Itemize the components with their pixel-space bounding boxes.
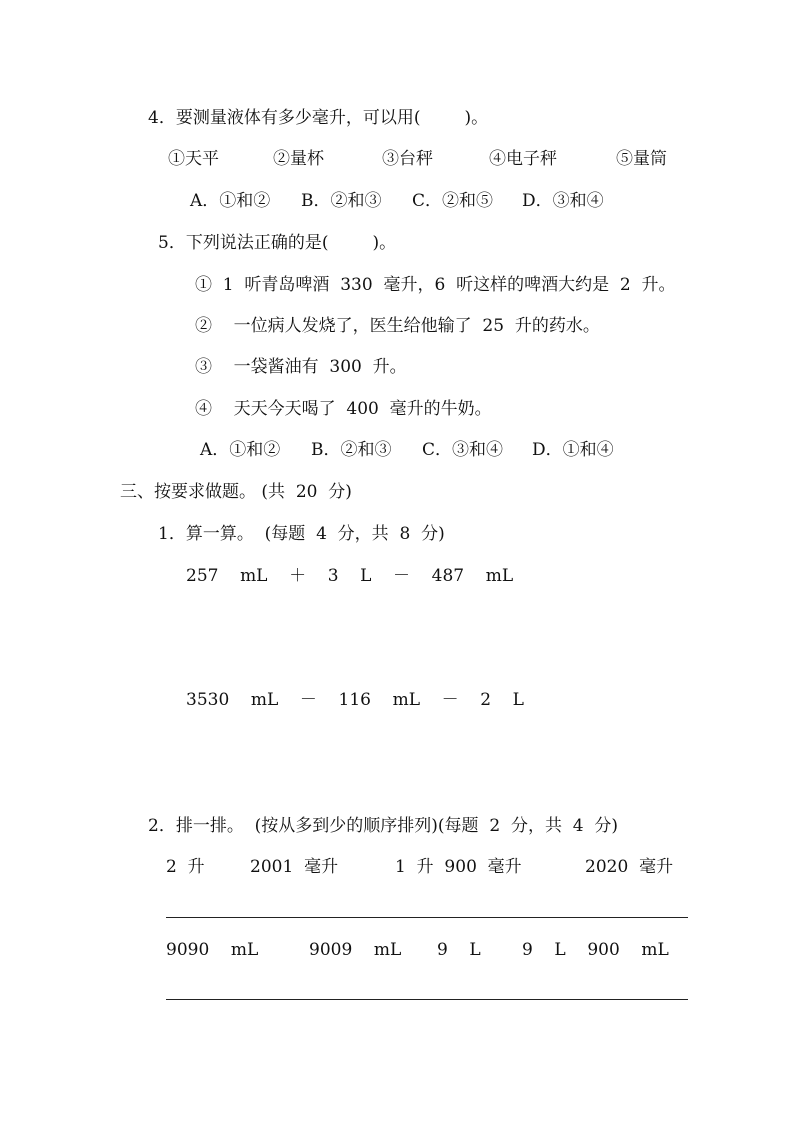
expression-2: 3530 mL － 116 mL － 2 L (186, 690, 524, 710)
statement-4: ④ 天天今天喝了 400 毫升的牛奶。 (195, 399, 492, 419)
statement-2: ② 一位病人发烧了，医生给他输了 25 升的药水。 (195, 316, 600, 336)
sort-item: 9 L (437, 940, 481, 960)
choice-c[interactable]: C．②和⑤ (412, 191, 494, 211)
question-4-choices (0, 190, 794, 212)
sort-item: 1 升 900 毫升 (395, 857, 522, 877)
question-5 (158, 232, 396, 254)
subsection-1-heading: 1．算一算。 (每题 4 分，共 8 分) (158, 524, 445, 544)
sort-row-1 (0, 856, 794, 878)
answer-line-2[interactable] (166, 999, 688, 1000)
expression-1: 257 mL ＋ 3 L － 487 mL (186, 566, 514, 586)
section-3-heading: 三、按要求做题。 (共 20 分) (120, 482, 352, 502)
question-5-text: 5．下列说法正确的是( (158, 233, 329, 253)
subsection-2-heading: 2．排一排。 (按从多到少的顺序排列)(每题 2 分，共 4 分) (148, 816, 619, 836)
choice-a[interactable]: A．①和② (200, 440, 281, 460)
choice-c[interactable]: C．③和④ (422, 440, 504, 460)
question-5-choices (0, 439, 794, 461)
item: ②量杯 (273, 149, 324, 169)
sort-item: 9009 mL (309, 940, 402, 960)
sort-item: 2 升 (166, 857, 205, 877)
question-4 (148, 107, 488, 129)
choice-b[interactable]: B．②和③ (301, 191, 382, 211)
sort-row-2 (0, 939, 794, 961)
item: ①天平 (168, 149, 219, 169)
answer-line-1[interactable] (166, 917, 688, 918)
question-5-text-end: )。 (372, 233, 397, 253)
choice-a[interactable]: A．①和② (190, 191, 271, 211)
choice-b[interactable]: B．②和③ (311, 440, 392, 460)
question-4-text: 4．要测量液体有多少毫升，可以用( (148, 108, 421, 128)
question-4-items (0, 148, 794, 170)
statement-3: ③ 一袋酱油有 300 升。 (195, 357, 407, 377)
sort-item: 9 L 900 mL (522, 940, 669, 960)
statement-1: ① 1 听青岛啤酒 330 毫升，6 听这样的啤酒大约是 2 升。 (195, 275, 676, 295)
choice-d[interactable]: D．③和④ (522, 191, 604, 211)
item: ③台秤 (382, 149, 433, 169)
item: ⑤量筒 (616, 149, 667, 169)
item: ④电子秤 (489, 149, 557, 169)
choice-d[interactable]: D．①和④ (532, 440, 614, 460)
sort-item: 2001 毫升 (250, 857, 339, 877)
sort-item: 2020 毫升 (585, 857, 674, 877)
sort-item: 9090 mL (166, 940, 259, 960)
question-4-text-end: )。 (464, 108, 489, 128)
